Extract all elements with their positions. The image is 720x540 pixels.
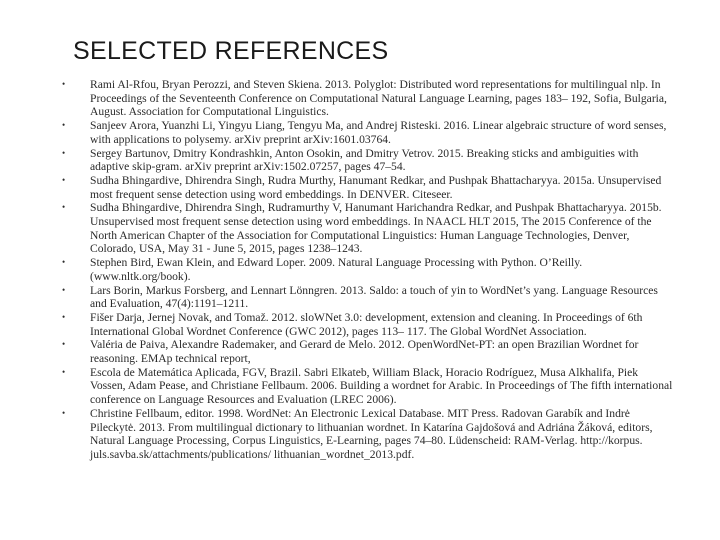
reference-item: [62, 284, 674, 311]
bullet-icon: •: [62, 79, 66, 89]
reference-text: Sergey Bartunov, Dmitry Kondrashkin, Anton Osokin, and Dmitry Vetrov. 2015. Breaking sticks and ambiguities with adaptive skip-gram. arXiv preprint arXiv:1502.07257, pages 47–54.: [90, 146, 639, 174]
reference-text: Sudha Bhingardive, Dhirendra Singh, Rudramurthy V, Hanumant Harichandra Redkar, and Pushpak Bhattacharyya. 2015b. Unsupervised most frequent sense detection using word embeddings. In NAACL HLT 2015, The 2015 Conference of the North American Chapter of the Association for Computational Linguistics: Human Language Technologies, Denver, Colorado, USA, May 31 - June 5, 2015, pages 1238–1243.: [90, 201, 662, 256]
bullet-icon: •: [62, 147, 66, 158]
bullet-icon: •: [62, 284, 66, 295]
reference-item: [62, 256, 674, 283]
reference-text: Sudha Bhingardive, Dhirendra Singh, Rudra Murthy, Hanumant Redkar, and Pushpak Bhattacharyya. 2015a. Unsupervised most frequent sense detection using word embeddings. In DENVER. Citeseer.: [90, 173, 662, 201]
reference-text: Stephen Bird, Ewan Klein, and Edward Loper. 2009. Natural Language Processing with Python. O’Reilly. (www.nltk.org/book).: [90, 256, 583, 283]
bullet-icon: •: [62, 174, 66, 185]
slide-title: SELECTED REFERENCES: [73, 37, 389, 65]
reference-text: Valéria de Paiva, Alexandre Rademaker, and Gerard de Melo. 2012. OpenWordNet-PT: an open Brazilian Wordnet for reasoning. EMAp technical report,: [90, 338, 639, 366]
reference-text: Lars Borin, Markus Forsberg, and Lennart Lönngren. 2013. Saldo: a touch of yin to WordNet’s yang. Language Resources and Evaluation, 47(4):1191–1211.: [90, 283, 658, 311]
reference-item: [62, 407, 674, 462]
bullet-icon: •: [62, 257, 66, 268]
reference-text: Christine Fellbaum, editor. 1998. WordNet: An Electronic Lexical Database. MIT Press. Radovan Garabík and Indrė Pileckytė. 2013. From multilingual dictionary to lithuanian wordnet. In Katarína Gajdošová and Adriána Žáková, editors, Natural Language Processing, Corpus Linguistics, E-Learning, pages 74–80. Lüdenscheid: RAM-Verlag. http://korpus. juls.savba.sk/attachments/publications/ lithuanian_wordnet_2013.pdf.: [90, 406, 653, 461]
reference-item: [62, 78, 674, 119]
reference-item: [62, 174, 674, 201]
bullet-icon: •: [62, 339, 66, 350]
reference-text: Fišer Darja, Jernej Novak, and Tomaž. 2012. sloWNet 3.0: development, extension and cleaning. In Proceedings of 6th International Global Wordnet Conference (GWC 2012), pages 113– 117. The Global WordNet Association.: [90, 310, 643, 338]
reference-text: Sanjeev Arora, Yuanzhi Li, Yingyu Liang, Tengyu Ma, and Andrej Risteski. 2016. Linear algebraic structure of word senses, with applications to polysemy. arXiv preprint arXiv:1601.03764.: [90, 119, 667, 146]
bullet-icon: •: [62, 407, 66, 418]
reference-item: [62, 201, 674, 256]
bullet-icon: •: [62, 366, 66, 377]
reference-item: [62, 147, 674, 174]
reference-list: [62, 78, 674, 462]
reference-text: Escola de Matemática Aplicada, FGV, Brazil. Sabri Elkateb, William Black, Horacio Rodríguez, Musa Alkhalifa, Piek Vossen, Adam Pease, and Christiane Fellbaum. 2006. Building a wordnet for Arabic. In Proceedings of The fifth international conference on Language Resources and Evaluation (LREC 2006).: [90, 365, 673, 407]
reference-item: [62, 311, 674, 338]
reference-item: [62, 119, 674, 146]
reference-item: [62, 366, 674, 407]
reference-text: Rami Al-Rfou, Bryan Perozzi, and Steven Skiena. 2013. Polyglot: Distributed word representations for multilingual nlp. In Proceedings of the Seventeenth Conference on Computational Natural Language Learning, pages 183– 192, Sofia, Bulgaria, August. Association for Computational Linguistics.: [90, 78, 667, 119]
reference-item: [62, 338, 674, 365]
bullet-icon: •: [62, 202, 66, 213]
bullet-icon: •: [62, 311, 66, 322]
bullet-icon: •: [62, 120, 66, 131]
